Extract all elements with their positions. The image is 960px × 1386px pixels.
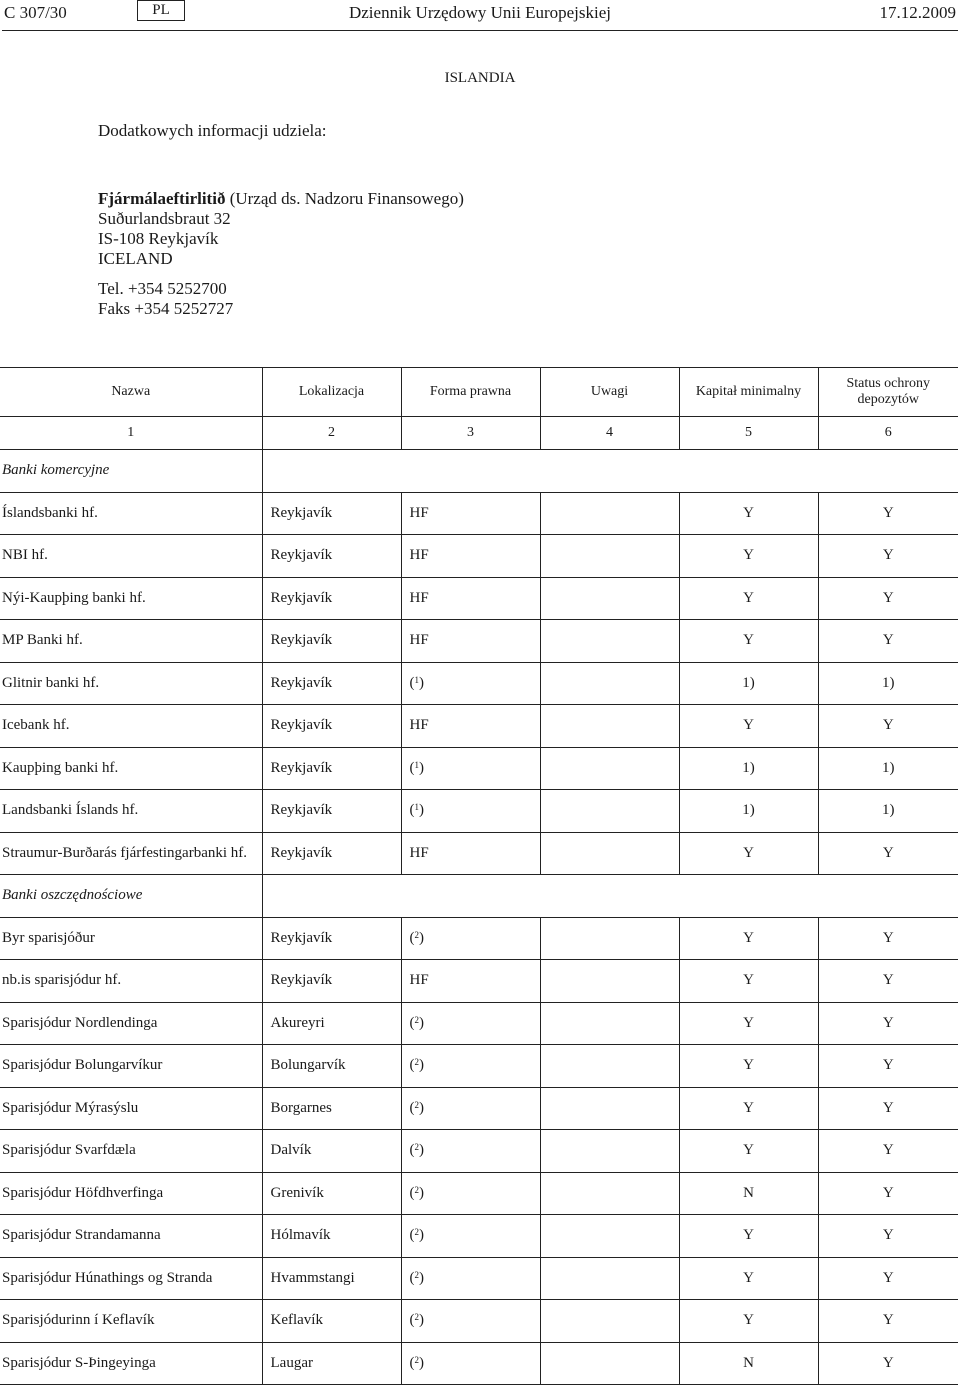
remarks [540, 620, 679, 663]
institution-location: Reykjavík [262, 535, 401, 578]
page-header [2, 0, 958, 31]
minimum-capital: Y [679, 960, 818, 1003]
minimum-capital: Y [679, 1045, 818, 1088]
remarks [540, 790, 679, 833]
table-row [0, 705, 958, 748]
legal-form: ($^2$) [401, 1257, 540, 1300]
deposit-protection: 1) [818, 790, 958, 833]
footnote-marker: 2 [414, 1057, 419, 1068]
header-cell: Status ochrony depozytów [818, 368, 958, 417]
minimum-capital: Y [679, 917, 818, 960]
minimum-capital: 1) [679, 747, 818, 790]
deposit-protection: Y [818, 1130, 958, 1173]
legal-form: ($^2$) [401, 917, 540, 960]
footnote-marker: 2 [414, 1142, 419, 1153]
institutions-table [0, 367, 958, 1385]
telephone-line: Tel. +354 5252700 [98, 279, 227, 298]
legal-form: ($^2$) [401, 1087, 540, 1130]
institution-name: Sparisjódur Svarfdæla [0, 1130, 262, 1173]
deposit-protection: Y [818, 620, 958, 663]
remarks [540, 1087, 679, 1130]
institution-name: Íslandsbanki hf. [0, 492, 262, 535]
legal-form: ($^2$) [401, 1300, 540, 1343]
intro-text: Dodatkowych informacji udziela: [98, 121, 327, 140]
institution-location: Reykjavík [262, 705, 401, 748]
institution-name: Kaupþing banki hf. [0, 747, 262, 790]
minimum-capital: N [679, 1172, 818, 1215]
legal-form: HF [401, 960, 540, 1003]
institution-location: Grenivík [262, 1172, 401, 1215]
deposit-protection: Y [818, 1300, 958, 1343]
footnote-marker: 2 [414, 1227, 419, 1238]
deposit-protection: Y [818, 960, 958, 1003]
legal-form: ($^2$) [401, 1342, 540, 1385]
institution-location: Reykjavík [262, 620, 401, 663]
legal-form: HF [401, 832, 540, 875]
footnote-marker: 2 [414, 1014, 419, 1025]
remarks [540, 1215, 679, 1258]
institution-location: Reykjavík [262, 492, 401, 535]
institution-name: nb.is sparisjódur hf. [0, 960, 262, 1003]
journal-title: Dziennik Urzędowy Unii Europejskiej [348, 3, 611, 22]
institution-location: Hvammstangi [262, 1257, 401, 1300]
institution-name: Sparisjódur Húnathings og Stranda [0, 1257, 262, 1300]
footnote-marker: 2 [414, 1269, 419, 1280]
table-row [0, 917, 958, 960]
table-row [0, 832, 958, 875]
institution-location: Reykjavík [262, 747, 401, 790]
deposit-protection: Y [818, 1002, 958, 1045]
column-number: 3 [401, 417, 540, 450]
institution-location: Keflavík [262, 1300, 401, 1343]
institution-name: Nýi-Kaupþing banki hf. [0, 577, 262, 620]
table-row [0, 1130, 958, 1173]
footnote-marker: 2 [414, 1354, 419, 1365]
minimum-capital: Y [679, 832, 818, 875]
table-row [0, 1257, 958, 1300]
table-header-row [0, 368, 958, 417]
table-row [0, 960, 958, 1003]
remarks [540, 492, 679, 535]
publication-date: 17.12.2009 [879, 3, 956, 22]
deposit-protection: Y [818, 577, 958, 620]
institution-name: Glitnir banki hf. [0, 662, 262, 705]
language-box: PL [137, 0, 185, 21]
table-row [0, 577, 958, 620]
institution-location: Hólmavík [262, 1215, 401, 1258]
legal-form: HF [401, 620, 540, 663]
table-row [0, 1087, 958, 1130]
institution-name: Icebank hf. [0, 705, 262, 748]
legal-form: ($^2$) [401, 1002, 540, 1045]
institution-location: Reykjavík [262, 917, 401, 960]
header-cell: Lokalizacja [262, 368, 401, 417]
institution-name: Straumur-Burðarás fjárfestingarbanki hf. [0, 832, 262, 875]
remarks [540, 747, 679, 790]
legal-form: HF [401, 705, 540, 748]
institution-name: Sparisjódur Höfdhverfinga [0, 1172, 262, 1215]
footnote-marker: 1 [414, 802, 419, 813]
deposit-protection: Y [818, 1342, 958, 1385]
remarks [540, 960, 679, 1003]
column-number-row [0, 417, 958, 450]
header-cell: Kapitał minimalny [679, 368, 818, 417]
column-number: 4 [540, 417, 679, 450]
institution-location: Dalvík [262, 1130, 401, 1173]
header-cell: Uwagi [540, 368, 679, 417]
section-row [0, 450, 958, 493]
legal-form: HF [401, 492, 540, 535]
remarks [540, 535, 679, 578]
deposit-protection: 1) [818, 662, 958, 705]
organisation-line [98, 189, 464, 209]
minimum-capital: Y [679, 1130, 818, 1173]
institution-name: Sparisjódur Bolungarvíkur [0, 1045, 262, 1088]
column-number: 6 [818, 417, 958, 450]
deposit-protection: Y [818, 832, 958, 875]
minimum-capital: 1) [679, 790, 818, 833]
column-number: 1 [0, 417, 262, 450]
footnote-marker: 1 [414, 759, 419, 770]
institution-name: Sparisjódur Strandamanna [0, 1215, 262, 1258]
institution-name: Sparisjódurinn í Keflavík [0, 1300, 262, 1343]
legal-form: HF [401, 535, 540, 578]
legal-form: ($^1$) [401, 662, 540, 705]
remarks [540, 917, 679, 960]
deposit-protection: Y [818, 917, 958, 960]
legal-form: ($^2$) [401, 1215, 540, 1258]
minimum-capital: Y [679, 535, 818, 578]
remarks [540, 1130, 679, 1173]
minimum-capital: N [679, 1342, 818, 1385]
section-title: Banki komercyjne [0, 450, 262, 493]
country-heading: ISLANDIA [444, 70, 516, 86]
table-row [0, 1002, 958, 1045]
legal-form: HF [401, 577, 540, 620]
footnote-marker: 2 [414, 929, 419, 940]
minimum-capital: Y [679, 705, 818, 748]
institution-location: Reykjavík [262, 790, 401, 833]
minimum-capital: Y [679, 492, 818, 535]
table-row [0, 790, 958, 833]
institution-name: Sparisjódur Mýrasýslu [0, 1087, 262, 1130]
minimum-capital: Y [679, 1300, 818, 1343]
column-number: 2 [262, 417, 401, 450]
deposit-protection: Y [818, 1045, 958, 1088]
table-row [0, 1300, 958, 1343]
footnote-marker: 1 [414, 674, 419, 685]
remarks [540, 577, 679, 620]
minimum-capital: Y [679, 1215, 818, 1258]
institution-location: Laugar [262, 1342, 401, 1385]
minimum-capital: Y [679, 1257, 818, 1300]
header-cell: Nazwa [0, 368, 262, 417]
contact-address [98, 189, 464, 319]
deposit-protection: Y [818, 1172, 958, 1215]
remarks [540, 832, 679, 875]
remarks [540, 1002, 679, 1045]
institution-location: Bolungarvík [262, 1045, 401, 1088]
institution-name: Sparisjódur S-Þingeyinga [0, 1342, 262, 1385]
fax-line: Faks +354 5252727 [98, 299, 234, 318]
minimum-capital: Y [679, 1087, 818, 1130]
legal-form: ($^2$) [401, 1045, 540, 1088]
institution-location: Borgarnes [262, 1087, 401, 1130]
organisation-desc: (Urząd ds. Nadzoru Finansowego) [225, 189, 464, 208]
deposit-protection: Y [818, 535, 958, 578]
table-row [0, 535, 958, 578]
remarks [540, 1300, 679, 1343]
table-row [0, 1215, 958, 1258]
minimum-capital: Y [679, 1002, 818, 1045]
institution-location: Reykjavík [262, 577, 401, 620]
table-row [0, 492, 958, 535]
remarks [540, 1172, 679, 1215]
country-line: ICELAND [98, 249, 173, 268]
institution-name: MP Banki hf. [0, 620, 262, 663]
minimum-capital: Y [679, 620, 818, 663]
remarks [540, 662, 679, 705]
institution-name: NBI hf. [0, 535, 262, 578]
deposit-protection: Y [818, 1215, 958, 1258]
remarks [540, 1257, 679, 1300]
remarks [540, 1045, 679, 1088]
deposit-protection: Y [818, 492, 958, 535]
deposit-protection: Y [818, 705, 958, 748]
remarks [540, 1342, 679, 1385]
header-cell: Forma prawna [401, 368, 540, 417]
legal-form: ($^2$) [401, 1130, 540, 1173]
institution-name: Landsbanki Íslands hf. [0, 790, 262, 833]
footnote-marker: 2 [414, 1184, 419, 1195]
deposit-protection: Y [818, 1087, 958, 1130]
column-number: 5 [679, 417, 818, 450]
institution-location: Akureyri [262, 1002, 401, 1045]
institution-location: Reykjavík [262, 662, 401, 705]
institution-name: Byr sparisjóður [0, 917, 262, 960]
institution-name: Sparisjódur Nordlendinga [0, 1002, 262, 1045]
page-reference: C 307/30 [4, 3, 67, 22]
deposit-protection: Y [818, 1257, 958, 1300]
street-line: Suðurlandsbraut 32 [98, 209, 231, 228]
deposit-protection: 1) [818, 747, 958, 790]
institution-location: Reykjavík [262, 832, 401, 875]
section-title: Banki oszczędnościowe [0, 875, 262, 918]
table-row [0, 1045, 958, 1088]
minimum-capital: Y [679, 577, 818, 620]
city-line: IS-108 Reykjavík [98, 229, 219, 248]
table-row [0, 747, 958, 790]
section-row [0, 875, 958, 918]
legal-form: ($^1$) [401, 790, 540, 833]
footnote-marker: 2 [414, 1099, 419, 1110]
footnote-marker: 2 [414, 1312, 419, 1323]
minimum-capital: 1) [679, 662, 818, 705]
table-row [0, 662, 958, 705]
remarks [540, 705, 679, 748]
table-row [0, 1172, 958, 1215]
legal-form: ($^2$) [401, 1172, 540, 1215]
legal-form: ($^1$) [401, 747, 540, 790]
table-row [0, 1342, 958, 1385]
institution-location: Reykjavík [262, 960, 401, 1003]
organisation-name: Fjármálaeftirlitið [98, 189, 226, 208]
table-row [0, 620, 958, 663]
